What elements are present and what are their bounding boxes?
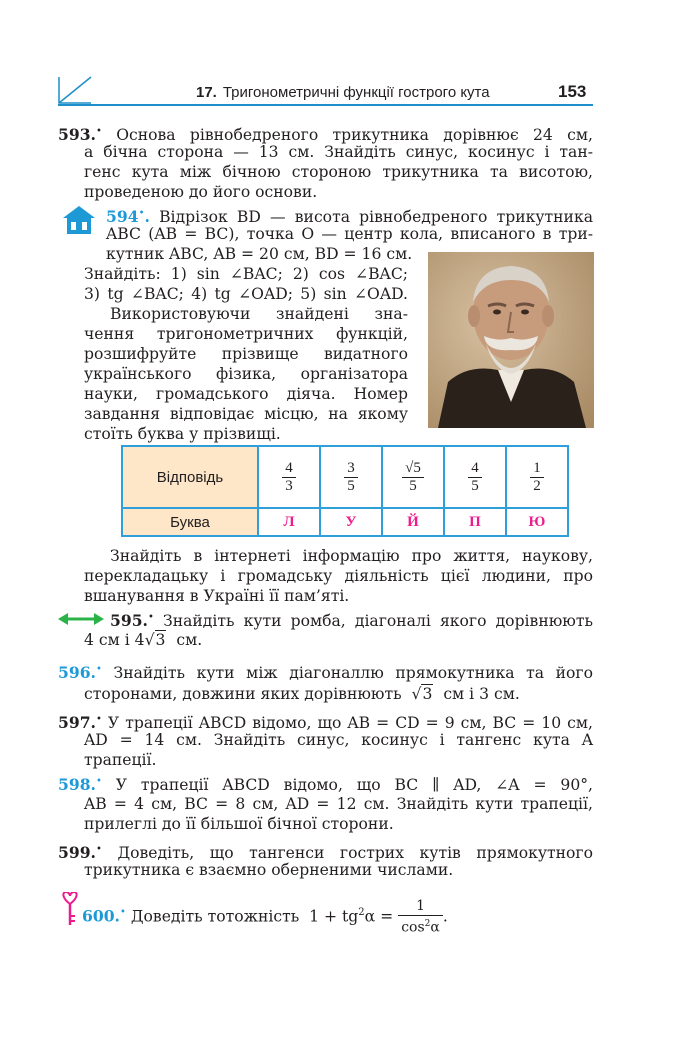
- section-title: 17. Тригонометричні функції гострого кута: [196, 84, 490, 101]
- answer-letter-table: [121, 445, 569, 537]
- letter-cell: Й: [382, 508, 444, 536]
- problem-599-line: трикутника є взаємно оберненими числами.: [84, 861, 454, 879]
- header-divider: [58, 104, 593, 106]
- page-number: 153: [558, 82, 587, 101]
- problem-594-paragraph-line: розшифруйте прізвище видатного: [84, 345, 408, 363]
- problem-598-line: прилеглі до її більшої бічної сторони.: [84, 815, 394, 833]
- problem-596-line: 596.• Знайдіть кути між діагоналлю прямокутника та його: [58, 663, 593, 683]
- problem-593-line: проведеною до його основи.: [84, 183, 318, 201]
- problem-595-line: 595.• Знайдіть кути ромба, діагоналі якого дорівнюють: [110, 611, 593, 631]
- problem-594-line: 594•. Відрізок BD — висота рівнобедреного трикутника: [106, 207, 593, 227]
- letter-cell: Ю: [506, 508, 568, 536]
- corner-triangle-icon: [58, 76, 92, 104]
- home-task-icon: [62, 205, 96, 235]
- answer-cell: $\frac{√5}{5}$: [382, 446, 444, 508]
- problem-600-line: 600.• Доведіть тотожність $1 + tg^2\alpha$ = $\frac{1}{\cos^2\alpha}$ .: [82, 898, 448, 936]
- problem-594-paragraph-line: українського фізика, організатора: [84, 365, 408, 383]
- problem-594-paragraph-line: науки, громадського діяча. Номер: [84, 385, 408, 403]
- letter-cell: П: [444, 508, 506, 536]
- problem-594-line: 3) tg ∠BAC; 4) tg ∠OAD; 5) sin ∠OAD.: [84, 285, 408, 303]
- letter-cell: У: [320, 508, 382, 536]
- problem-594-line: кутник ABC, AB = 20 см, BD = 16 см.: [106, 245, 413, 263]
- key-icon: [60, 892, 80, 926]
- problem-594-paragraph-line: стоїть буква у прізвищі.: [84, 425, 281, 443]
- answer-cell: $\frac{4}{5}$: [444, 446, 506, 508]
- physicist-portrait-image: [428, 252, 594, 428]
- answer-row-label: Відповідь: [122, 446, 258, 508]
- problem-594-line: Знайдіть: 1) sin ∠BAC; 2) cos ∠BAC;: [84, 265, 408, 283]
- double-arrow-icon: [58, 612, 104, 626]
- problem-597-line: AD = 14 см. Знайдіть синус, косинус і тангенс кута A: [84, 731, 593, 749]
- problem-593-line: генс кута між бічною стороною трикутника та висотою,: [84, 163, 593, 181]
- answer-cell: $\frac{1}{2}$: [506, 446, 568, 508]
- problem-598-line: 598.• У трапеції ABCD відомо, що BC ∥ AD, ∠A = 90°,: [58, 775, 593, 795]
- problem-594-paragraph-line: завдання відповідає місцю, на якому: [84, 405, 408, 423]
- problem-594-after-line: перекладацьку і громадську діяльність цієї людини, про: [84, 567, 593, 585]
- problem-598-line: AB = 4 см, BC = 8 см, AD = 12 см. Знайдіть кути трапеції,: [84, 795, 593, 813]
- problem-596-line: сторонами, довжини яких дорівнюють √3 см і 3 см.: [84, 685, 520, 703]
- problem-594-line: ABC (AB = BC), точка O — центр кола, вписаного в три-: [106, 225, 593, 243]
- problem-597-line: 597.• У трапеції ABCD відомо, що AB = CD = 9 см, BC = 10 см,: [58, 713, 593, 733]
- letter-row-label: Буква: [122, 508, 258, 536]
- problem-597-line: трапеції.: [84, 751, 157, 769]
- problem-593-line: а бічна сторона — 13 см. Знайдіть синус, косинус і тан-: [84, 143, 593, 161]
- problem-594-after-line: Знайдіть в інтернеті інформацію про життя, наукову,: [110, 547, 593, 565]
- problem-595-line: 4 см і 4√3 см.: [84, 631, 203, 649]
- answer-cell: $\frac{3}{5}$: [320, 446, 382, 508]
- problem-599-line: 599.• Доведіть, що тангенси гострих кутів прямокутного: [58, 843, 593, 863]
- problem-594-after-line: вшанування в Україні її пам’яті.: [84, 587, 350, 605]
- problem-594-paragraph-line: чення тригонометричних функцій,: [84, 325, 408, 343]
- answer-cell: $\frac{4}{3}$: [258, 446, 320, 508]
- letter-cell: Л: [258, 508, 320, 536]
- problem-594-paragraph-line: Використовуючи знайдені зна-: [110, 305, 408, 323]
- problem-593-line: 593.• Основа рівнобедреного трикутника дорівнює 24 см,: [58, 125, 593, 145]
